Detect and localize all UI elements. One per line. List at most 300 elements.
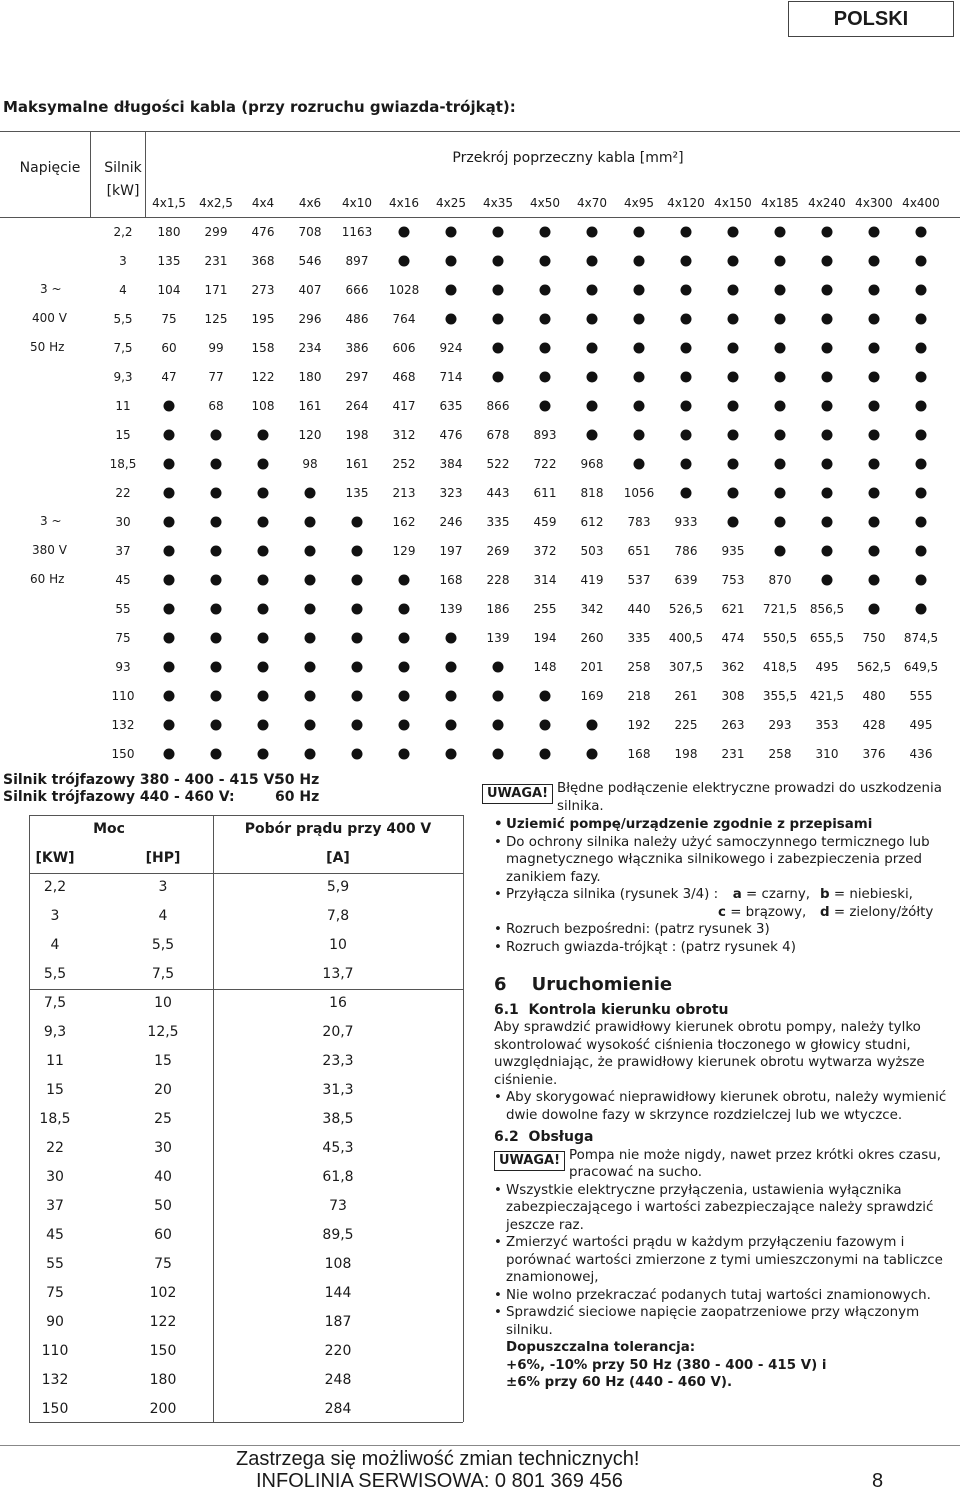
dot-marker (869, 517, 880, 528)
cable-length-cell: 198 (674, 747, 698, 761)
current-row-border (29, 873, 463, 874)
dot-marker (399, 227, 410, 238)
dot-marker (258, 430, 269, 441)
column-header: 4x300 (855, 196, 893, 210)
dot-marker (352, 720, 363, 731)
dot-marker (540, 314, 551, 325)
section-6-2-bullet-1: • Wszystkie elektryczne przyłączenia, ustawienia wyłącznika zabezpieczającego i wartości zabezpieczające należy sprawdzić jeszcze raz. (506, 1182, 956, 1235)
dot-marker (728, 343, 739, 354)
dot-marker (446, 314, 457, 325)
dot-marker (869, 575, 880, 586)
dot-marker (211, 749, 222, 760)
dot-marker (164, 488, 175, 499)
dot-marker (822, 372, 833, 383)
dot-marker (775, 488, 786, 499)
motor-header: Silnik (104, 160, 142, 176)
dot-marker (728, 517, 739, 528)
cable-length-cell: 924 (439, 341, 463, 355)
cable-length-cell: 368 (251, 254, 275, 268)
row-motor-kw: 45 (115, 573, 131, 587)
warning-dry-run-text: Pompa nie może nigdy, nawet przez krótki okres czasu, pracować na sucho. (569, 1147, 941, 1180)
dot-marker (822, 575, 833, 586)
cable-length-cell: 169 (580, 689, 604, 703)
dot-marker (916, 227, 927, 238)
current-hp-cell: 30 (154, 1140, 172, 1156)
motor-note-1-label: Silnik trójfazowy 380 - 400 - 415 V: (3, 772, 280, 788)
cable-length-cell: 555 (909, 689, 933, 703)
cable-length-cell: 255 (533, 602, 557, 616)
dot-marker (399, 633, 410, 644)
dot-marker (681, 401, 692, 412)
cable-length-cell: 297 (345, 370, 369, 384)
dot-marker (164, 633, 175, 644)
cable-length-cell: 261 (674, 689, 698, 703)
current-hp-cell: 122 (149, 1314, 177, 1330)
cable-length-cell: 225 (674, 718, 698, 732)
conn-b-value: = niebieski, (829, 887, 913, 902)
dot-marker (540, 343, 551, 354)
dot-marker (446, 633, 457, 644)
current-hp-cell: 25 (154, 1111, 172, 1127)
voltage-group-2-line2: 380 V (32, 543, 67, 557)
cable-length-cell: 870 (768, 573, 792, 587)
voltage-header: Napięcie (19, 160, 81, 176)
current-kw-cell: 90 (46, 1314, 64, 1330)
row-motor-kw: 15 (115, 428, 131, 442)
dot-marker (211, 459, 222, 470)
cable-length-cell: 252 (392, 457, 416, 471)
column-header: 4x16 (388, 196, 420, 210)
cable-length-cell: 421,5 (809, 689, 845, 703)
cable-length-cell: 443 (486, 486, 510, 500)
cable-length-cell: 480 (862, 689, 886, 703)
dot-marker (305, 720, 316, 731)
motor-note-2-value: 60 Hz (275, 789, 320, 805)
cable-length-cell: 99 (208, 341, 224, 355)
dot-marker (728, 488, 739, 499)
dot-marker (869, 488, 880, 499)
dot-marker (211, 488, 222, 499)
cable-length-cell: 476 (251, 225, 275, 239)
dot-marker (775, 372, 786, 383)
cable-length-cell: 722 (533, 457, 557, 471)
cable-length-cell: 68 (208, 399, 224, 413)
cable-length-cell: 122 (251, 370, 275, 384)
cable-length-cell: 1028 (388, 283, 420, 297)
dot-marker (446, 662, 457, 673)
cable-length-cell: 935 (721, 544, 745, 558)
dot-marker (869, 430, 880, 441)
cable-length-cell: 310 (815, 747, 839, 761)
dot-marker (164, 604, 175, 615)
column-header: 4x10 (341, 196, 373, 210)
cable-length-cell: 323 (439, 486, 463, 500)
header-divider-voltage (90, 131, 91, 217)
dot-marker (822, 314, 833, 325)
row-motor-kw: 110 (111, 689, 135, 703)
current-kw-cell: 2,2 (43, 879, 67, 895)
column-header: 4x185 (761, 196, 799, 210)
cable-length-cell: 139 (439, 602, 463, 616)
section-6-1-text: Aby sprawdzić prawidłowy kierunek obrotu pompy, należy tylko skontrolować wysokość ciśnienia tłoczonego w głowicy studni, uwzględniając, że prawidłowy kierunek obrotu wytwarza wyższe ciśnienie. (494, 1020, 925, 1088)
dot-marker (399, 662, 410, 673)
dot-marker (493, 256, 504, 267)
dot-marker (634, 430, 645, 441)
column-header: 4x4 (251, 196, 275, 210)
current-amp-cell: 187 (324, 1314, 352, 1330)
dot-marker (775, 401, 786, 412)
cable-length-cell: 635 (439, 399, 463, 413)
dot-marker (258, 517, 269, 528)
cable-length-cell: 171 (204, 283, 228, 297)
dot-marker (728, 227, 739, 238)
cable-length-cell: 893 (533, 428, 557, 442)
dot-marker (305, 575, 316, 586)
dot-marker (164, 401, 175, 412)
dot-marker (822, 343, 833, 354)
dot-marker (775, 285, 786, 296)
dot-marker (916, 401, 927, 412)
dot-marker (869, 546, 880, 557)
cable-length-cell: 968 (580, 457, 604, 471)
dot-marker (540, 285, 551, 296)
tolerance-line-2: ±6% przy 60 Hz (440 - 460 V). (506, 1375, 733, 1390)
cable-length-cell: 459 (533, 515, 557, 529)
dot-marker (916, 256, 927, 267)
cable-length-cell: 342 (580, 602, 604, 616)
dot-marker (493, 372, 504, 383)
dot-marker (258, 546, 269, 557)
dot-marker (399, 749, 410, 760)
dot-marker (728, 314, 739, 325)
motor-unit-header: [kW] (106, 183, 140, 199)
dot-marker (446, 691, 457, 702)
cable-length-cell: 495 (909, 718, 933, 732)
cable-length-cell: 786 (674, 544, 698, 558)
cable-length-cell: 180 (157, 225, 181, 239)
cable-length-cell: 611 (533, 486, 557, 500)
cable-length-cell: 714 (439, 370, 463, 384)
cable-length-cell: 158 (251, 341, 275, 355)
dot-marker (211, 691, 222, 702)
current-table-right-border (463, 815, 464, 1422)
cable-length-cell: 386 (345, 341, 369, 355)
cable-length-cell: 495 (815, 660, 839, 674)
dot-marker (916, 517, 927, 528)
dot-marker (493, 227, 504, 238)
cable-length-cell: 180 (298, 370, 322, 384)
row-motor-kw: 93 (115, 660, 131, 674)
current-kw-cell: 150 (41, 1401, 69, 1417)
cable-length-cell: 312 (392, 428, 416, 442)
dot-marker (446, 256, 457, 267)
dot-marker (728, 401, 739, 412)
dot-marker (258, 720, 269, 731)
dot-marker (681, 488, 692, 499)
cable-length-cell: 218 (627, 689, 651, 703)
dot-marker (258, 633, 269, 644)
column-header: 4x400 (902, 196, 940, 210)
dot-marker (399, 691, 410, 702)
column-header: 4x95 (623, 196, 655, 210)
warning-badge: UWAGA! (482, 784, 553, 804)
dot-marker (775, 314, 786, 325)
conn-d-value: = zielony/żółty (829, 904, 934, 920)
conn-c-value: = brązowy, (725, 904, 807, 920)
cable-length-cell: 104 (157, 283, 181, 297)
cable-length-cell: 655,5 (809, 631, 845, 645)
row-motor-kw: 3 (119, 254, 127, 268)
cable-length-cell: 486 (345, 312, 369, 326)
column-header: 4x240 (808, 196, 846, 210)
dot-marker (164, 691, 175, 702)
cable-length-cell: 874,5 (903, 631, 939, 645)
current-table-top-border (29, 815, 463, 816)
dot-marker (258, 691, 269, 702)
dot-marker (352, 749, 363, 760)
cable-length-cell: 125 (204, 312, 228, 326)
cable-length-cell: 148 (533, 660, 557, 674)
dot-marker (211, 517, 222, 528)
dot-marker (164, 720, 175, 731)
header-current: Pobór prądu przy 400 V (244, 821, 432, 837)
dot-marker (728, 459, 739, 470)
dot-marker (493, 662, 504, 673)
conn-c-key: c (718, 904, 726, 920)
cable-length-cell: 260 (580, 631, 604, 645)
cable-length-cell: 376 (862, 747, 886, 761)
cable-length-cell: 198 (345, 428, 369, 442)
current-hp-cell: 40 (154, 1169, 172, 1185)
row-motor-kw: 11 (115, 399, 131, 413)
current-row-border (29, 989, 463, 990)
dot-marker (916, 285, 927, 296)
row-motor-kw: 18,5 (109, 457, 137, 471)
dot-marker (869, 314, 880, 325)
cable-length-cell: 355,5 (762, 689, 798, 703)
dot-marker (399, 720, 410, 731)
column-header: 4x1,5 (152, 196, 186, 210)
cable-length-cell: 335 (486, 515, 510, 529)
dot-marker (211, 633, 222, 644)
current-amp-cell: 45,3 (322, 1140, 354, 1156)
current-hp-cell: 60 (154, 1227, 172, 1243)
row-motor-kw: 37 (115, 544, 131, 558)
cable-length-cell: 314 (533, 573, 557, 587)
dot-marker (211, 662, 222, 673)
dot-marker (775, 430, 786, 441)
cable-length-cell: 639 (674, 573, 698, 587)
dot-marker (775, 256, 786, 267)
dot-marker (916, 575, 927, 586)
cable-length-cell: 649,5 (903, 660, 939, 674)
cable-length-cell: 195 (251, 312, 275, 326)
dot-marker (164, 575, 175, 586)
cable-length-cell: 98 (302, 457, 318, 471)
cable-length-cell: 192 (627, 718, 651, 732)
dot-marker (869, 372, 880, 383)
current-kw-cell: 9,3 (43, 1024, 67, 1040)
current-amp-cell: 20,7 (322, 1024, 354, 1040)
cable-length-cell: 783 (627, 515, 651, 529)
dot-marker (493, 285, 504, 296)
cable-length-cell: 440 (627, 602, 651, 616)
cable-length-cell: 299 (204, 225, 228, 239)
row-motor-kw: 150 (111, 747, 135, 761)
dot-marker (446, 227, 457, 238)
footer-disclaimer: Zastrzega się możliwość zmian technicznych! (236, 1448, 640, 1470)
dot-marker (587, 372, 598, 383)
dot-marker (211, 604, 222, 615)
conn-b-key: b (820, 887, 830, 902)
row-motor-kw: 2,2 (113, 225, 133, 239)
dot-marker (305, 546, 316, 557)
column-header: 4x150 (714, 196, 752, 210)
dot-marker (352, 662, 363, 673)
dot-marker (634, 314, 645, 325)
dot-marker (681, 227, 692, 238)
current-kw-cell: 11 (46, 1053, 64, 1069)
cable-length-cell: 897 (345, 254, 369, 268)
bullet-direct-start: • Rozruch bezpośredni: (patrz rysunek 3) (506, 921, 956, 939)
cable-length-cell: 522 (486, 457, 510, 471)
conn-a-value: = czarny, (741, 887, 811, 902)
current-amp-cell: 108 (324, 1256, 352, 1272)
cable-length-cell: 468 (392, 370, 416, 384)
unit-hp: [HP] (145, 850, 181, 866)
voltage-group-1-line3: 50 Hz (30, 340, 65, 354)
dot-marker (540, 720, 551, 731)
row-motor-kw: 75 (115, 631, 131, 645)
dot-marker (587, 430, 598, 441)
dot-marker (869, 256, 880, 267)
current-hp-cell: 150 (149, 1343, 177, 1359)
cable-length-cell: 666 (345, 283, 369, 297)
cable-length-cell: 213 (392, 486, 416, 500)
cable-length-cell: 407 (298, 283, 322, 297)
current-amp-cell: 61,8 (322, 1169, 354, 1185)
bullet-star-delta: • Rozruch gwiazda-trójkąt : (patrz rysunek 4) (506, 939, 956, 957)
dot-marker (399, 575, 410, 586)
current-amp-cell: 38,5 (322, 1111, 354, 1127)
column-header: 4x70 (576, 196, 608, 210)
cable-length-cell: 120 (298, 428, 322, 442)
dot-marker (305, 662, 316, 673)
current-hp-cell: 10 (154, 995, 172, 1011)
dot-marker (540, 372, 551, 383)
dot-marker (587, 343, 598, 354)
section-6-2-bullet-3: • Nie wolno przekraczać podanych tutaj wartości znamionowych. (506, 1287, 956, 1305)
table-top-border (0, 131, 960, 132)
dot-marker (305, 633, 316, 644)
current-amp-cell: 144 (324, 1285, 352, 1301)
dot-marker (540, 749, 551, 760)
cable-length-cell: 400,5 (668, 631, 704, 645)
section-6-2-bullet-2: • Zmierzyć wartości prądu w każdym przyłączeniu fazowym i porównać wartości zmierzone z tymi umieszczonymi na tabliczce znamionowej, (506, 1234, 956, 1287)
cable-length-cell: 296 (298, 312, 322, 326)
cable-length-cell: 308 (721, 689, 745, 703)
dot-marker (164, 749, 175, 760)
current-amp-cell: 284 (324, 1401, 352, 1417)
current-kw-cell: 18,5 (39, 1111, 71, 1127)
current-kw-cell: 45 (46, 1227, 64, 1243)
footer-service-line: INFOLINIA SERWISOWA: 0 801 369 456 (256, 1470, 623, 1492)
cable-length-cell: 234 (298, 341, 322, 355)
motor-note-1-value: 50 Hz (275, 772, 320, 788)
motor-note-2-label: Silnik trójfazowy 440 - 460 V: (3, 789, 235, 805)
dot-marker (822, 546, 833, 557)
current-kw-cell: 75 (46, 1285, 64, 1301)
cable-length-cell: 60 (161, 341, 177, 355)
dot-marker (587, 227, 598, 238)
cable-length-cell: 168 (627, 747, 651, 761)
dot-marker (634, 227, 645, 238)
cable-length-cell: 135 (345, 486, 369, 500)
dot-marker (822, 401, 833, 412)
dot-marker (822, 517, 833, 528)
current-kw-cell: 132 (41, 1372, 69, 1388)
column-header: 4x2,5 (199, 196, 233, 210)
cable-length-cell: 419 (580, 573, 604, 587)
cable-length-cell: 186 (486, 602, 510, 616)
dot-marker (399, 604, 410, 615)
cable-length-cell: 764 (392, 312, 416, 326)
table-header-border (0, 217, 960, 218)
dot-marker (869, 227, 880, 238)
dot-marker (681, 459, 692, 470)
dot-marker (681, 314, 692, 325)
dot-marker (352, 575, 363, 586)
dot-marker (681, 430, 692, 441)
cable-length-cell: 750 (862, 631, 886, 645)
dot-marker (211, 575, 222, 586)
section-6-1-title: 6.1 Kontrola kierunku obrotu (494, 1001, 729, 1018)
dot-marker (728, 372, 739, 383)
cable-length-cell: 201 (580, 660, 604, 674)
current-kw-cell: 55 (46, 1256, 64, 1272)
dot-marker (681, 343, 692, 354)
cable-length-cell: 258 (768, 747, 792, 761)
voltage-group-1-line2: 400 V (32, 311, 67, 325)
header-power: Moc (93, 821, 125, 837)
dot-marker (916, 459, 927, 470)
cable-length-cell: 293 (768, 718, 792, 732)
cable-length-cell: 228 (486, 573, 510, 587)
current-hp-cell: 5,5 (151, 937, 175, 953)
column-header: 4x6 (298, 196, 322, 210)
current-amp-cell: 23,3 (322, 1053, 354, 1069)
current-hp-cell: 75 (154, 1256, 172, 1272)
dot-marker (164, 430, 175, 441)
current-hp-cell: 50 (154, 1198, 172, 1214)
section-6-2-title: 6.2 Obsługa (494, 1129, 594, 1145)
column-header: 4x50 (529, 196, 561, 210)
cable-length-cell: 161 (345, 457, 369, 471)
cable-length-cell: 537 (627, 573, 651, 587)
cable-length-cell: 550,5 (762, 631, 798, 645)
dot-marker (305, 604, 316, 615)
current-amp-cell: 16 (329, 995, 347, 1011)
dot-marker (634, 372, 645, 383)
row-motor-kw: 132 (111, 718, 135, 732)
dot-marker (540, 401, 551, 412)
cable-length-cell: 651 (627, 544, 651, 558)
current-kw-cell: 7,5 (43, 995, 67, 1011)
dot-marker (587, 256, 598, 267)
dot-marker (634, 285, 645, 296)
dot-marker (352, 691, 363, 702)
current-hp-cell: 200 (149, 1401, 177, 1417)
